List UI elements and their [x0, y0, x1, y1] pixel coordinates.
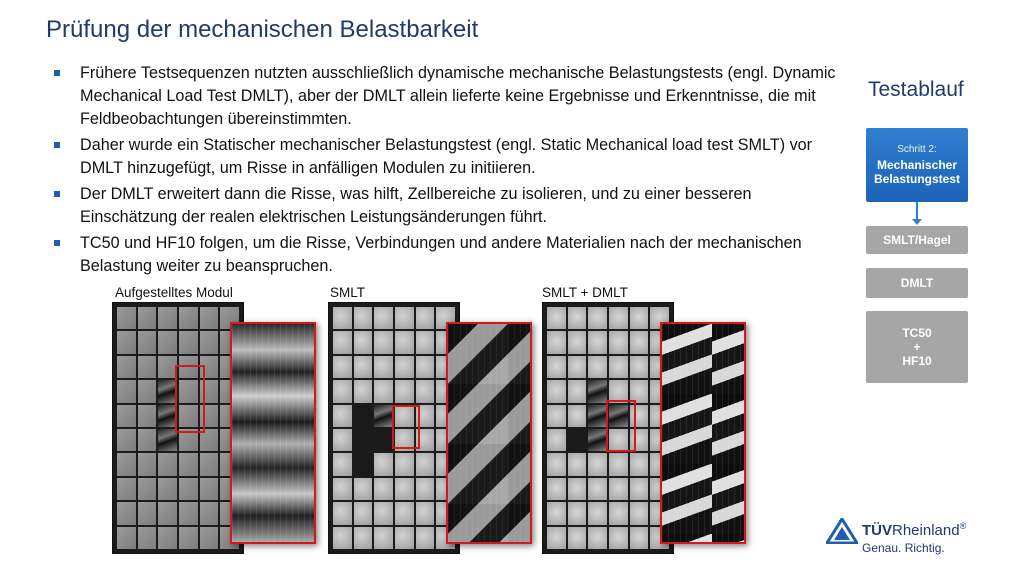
solar-cell	[568, 356, 587, 378]
solar-cell	[416, 307, 435, 329]
solar-cell	[333, 356, 352, 378]
solar-cell	[333, 307, 352, 329]
solar-cell	[138, 356, 157, 378]
solar-cell	[333, 405, 352, 427]
step-label-line: +	[913, 340, 921, 354]
step-label-line: HF10	[902, 354, 932, 368]
solar-cell	[374, 331, 393, 353]
solar-cell	[333, 331, 352, 353]
solar-cell	[416, 380, 435, 402]
brand-bold: TÜV	[862, 522, 892, 539]
solar-cell	[158, 478, 177, 500]
solar-cell	[354, 453, 373, 475]
solar-cell	[138, 527, 157, 549]
solar-cell	[416, 331, 435, 353]
solar-cell	[374, 453, 393, 475]
solar-cell	[547, 502, 566, 524]
solar-cell	[200, 331, 219, 353]
caption-smlt: SMLT	[330, 285, 366, 300]
step-tc50-hf10	[866, 311, 968, 383]
solar-cell	[609, 502, 628, 524]
step-label-line: Belastungstest	[873, 172, 961, 186]
brand-name	[862, 521, 966, 539]
solar-cell	[609, 331, 628, 353]
solar-cell	[395, 307, 414, 329]
solar-cell	[354, 478, 373, 500]
solar-cell	[354, 380, 373, 402]
solar-cell	[117, 331, 136, 353]
solar-cell	[374, 405, 393, 427]
solar-cell	[630, 478, 649, 500]
solar-cell	[395, 331, 414, 353]
solar-cell	[138, 331, 157, 353]
solar-cell	[117, 453, 136, 475]
solar-cell	[333, 380, 352, 402]
solar-cell	[568, 502, 587, 524]
brand-tagline: Genau. Richtig.	[862, 541, 945, 555]
sidebar-title: Testablauf	[868, 78, 964, 101]
step-label-line: Mechanischer	[876, 158, 958, 172]
solar-cell	[179, 453, 198, 475]
solar-cell	[333, 453, 352, 475]
solar-cell	[117, 356, 136, 378]
solar-cell	[547, 331, 566, 353]
solar-cell	[179, 307, 198, 329]
solar-cell	[588, 478, 607, 500]
tuv-triangle-icon	[826, 518, 858, 544]
solar-cell	[568, 331, 587, 353]
solar-cell	[158, 502, 177, 524]
zoom-image-smlt	[446, 322, 532, 544]
arrow-down-icon	[912, 219, 922, 225]
solar-cell	[630, 331, 649, 353]
solar-cell	[117, 478, 136, 500]
step-label: SMLT/Hagel	[883, 233, 951, 247]
solar-cell	[117, 405, 136, 427]
solar-cell	[547, 453, 566, 475]
solar-cell	[374, 356, 393, 378]
solar-cell	[588, 331, 607, 353]
solar-cell	[200, 478, 219, 500]
solar-cell	[547, 307, 566, 329]
solar-cell	[416, 527, 435, 549]
highlight-box	[392, 405, 420, 449]
solar-cell	[354, 405, 373, 427]
solar-cell	[395, 380, 414, 402]
solar-cell	[568, 453, 587, 475]
bullet-item: Der DMLT erweitert dann die Risse, was hilft, Zellbereiche zu isolieren, und zu einer besseren Einschätzung der realen elektrischen Leistungsänderungen führt.	[52, 183, 852, 229]
solar-cell	[630, 356, 649, 378]
solar-cell	[179, 502, 198, 524]
zoom-image-installed	[230, 322, 316, 544]
solar-cell	[138, 380, 157, 402]
solar-cell	[609, 478, 628, 500]
solar-cell	[588, 307, 607, 329]
solar-cell	[416, 453, 435, 475]
solar-cell	[568, 380, 587, 402]
highlight-box	[175, 365, 205, 433]
solar-cell	[158, 307, 177, 329]
solar-cell	[568, 527, 587, 549]
bullet-item: Frühere Testsequenzen nutzten ausschließlich dynamische mechanische Belastungstests (engl. Dynamic Mechanical Load Test DMLT), aber der DMLT allein lieferte keine Ergebnisse und Erkenntnisse, die mit Feldbeobachtungen übereinstimmten.	[52, 62, 852, 131]
solar-cell	[568, 307, 587, 329]
solar-cell	[395, 502, 414, 524]
bullet-list	[52, 62, 852, 281]
solar-cell	[138, 502, 157, 524]
solar-cell	[568, 429, 587, 451]
solar-cell	[630, 453, 649, 475]
solar-cell	[630, 307, 649, 329]
caption-smlt-dmlt: SMLT + DMLT	[542, 285, 628, 300]
solar-cell	[588, 405, 607, 427]
solar-cell	[588, 527, 607, 549]
solar-cell	[138, 307, 157, 329]
solar-cell	[158, 331, 177, 353]
step-label: DMLT	[900, 276, 934, 290]
bullet-item: TC50 und HF10 folgen, um die Risse, Verbindungen und andere Materialien nach der mechanischen Belastung weiter zu beanspruchen.	[52, 232, 852, 278]
step-smlt-hail	[866, 226, 968, 254]
solar-cell	[354, 502, 373, 524]
solar-cell	[568, 478, 587, 500]
step-number: Schritt 2:	[897, 144, 937, 155]
solar-cell	[395, 527, 414, 549]
solar-cell	[333, 478, 352, 500]
solar-cell	[354, 527, 373, 549]
solar-cell	[117, 527, 136, 549]
solar-cell	[547, 527, 566, 549]
solar-cell	[395, 356, 414, 378]
solar-cell	[179, 331, 198, 353]
caption-installed-module: Aufgestelltes Modul	[115, 285, 233, 300]
solar-cell	[395, 478, 414, 500]
solar-cell	[609, 307, 628, 329]
solar-cell	[179, 527, 198, 549]
page-title: Prüfung der mechanischen Belastbarkeit	[46, 16, 479, 43]
solar-cell	[416, 502, 435, 524]
solar-cell	[588, 502, 607, 524]
solar-cell	[609, 453, 628, 475]
brand-rest: Rheinland	[892, 522, 960, 539]
solar-cell	[547, 356, 566, 378]
solar-cell	[395, 453, 414, 475]
solar-cell	[588, 453, 607, 475]
solar-cell	[138, 405, 157, 427]
solar-cell	[117, 307, 136, 329]
solar-cell	[354, 356, 373, 378]
solar-cell	[568, 405, 587, 427]
solar-cell	[374, 527, 393, 549]
solar-cell	[630, 502, 649, 524]
solar-cell	[138, 429, 157, 451]
solar-cell	[138, 478, 157, 500]
registered-mark: ®	[959, 521, 967, 531]
solar-cell	[374, 478, 393, 500]
solar-cell	[158, 527, 177, 549]
solar-cell	[354, 307, 373, 329]
solar-cell	[333, 502, 352, 524]
solar-cell	[200, 502, 219, 524]
solar-cell	[374, 429, 393, 451]
step-dmlt	[866, 268, 968, 298]
solar-cell	[158, 453, 177, 475]
solar-cell	[200, 527, 219, 549]
solar-cell	[588, 356, 607, 378]
solar-cell	[117, 502, 136, 524]
bullet-item: Daher wurde ein Statischer mechanischer Belastungstest (engl. Static Mechanical load test SMLT) vor DMLT hinzugefügt, um Risse in anfälligen Modulen zu initiieren.	[52, 134, 852, 180]
solar-cell	[547, 405, 566, 427]
solar-cell	[630, 527, 649, 549]
solar-cell	[200, 307, 219, 329]
solar-cell	[588, 429, 607, 451]
solar-cell	[354, 429, 373, 451]
solar-cell	[547, 478, 566, 500]
flow-arrow	[916, 202, 918, 220]
solar-cell	[609, 356, 628, 378]
solar-cell	[117, 380, 136, 402]
step-label-line: TC50	[902, 326, 932, 340]
solar-cell	[138, 453, 157, 475]
solar-cell	[354, 331, 373, 353]
solar-cell	[416, 478, 435, 500]
solar-cell	[416, 356, 435, 378]
solar-cell	[374, 307, 393, 329]
solar-cell	[117, 429, 136, 451]
solar-cell	[588, 380, 607, 402]
solar-cell	[374, 380, 393, 402]
solar-cell	[547, 429, 566, 451]
solar-cell	[547, 380, 566, 402]
highlight-box	[606, 400, 636, 452]
solar-cell	[333, 527, 352, 549]
solar-cell	[609, 527, 628, 549]
solar-cell	[374, 502, 393, 524]
step-mechanical-load	[866, 128, 968, 202]
zoom-image-smlt-dmlt	[660, 322, 746, 544]
solar-cell	[333, 429, 352, 451]
solar-cell	[179, 478, 198, 500]
solar-cell	[200, 453, 219, 475]
